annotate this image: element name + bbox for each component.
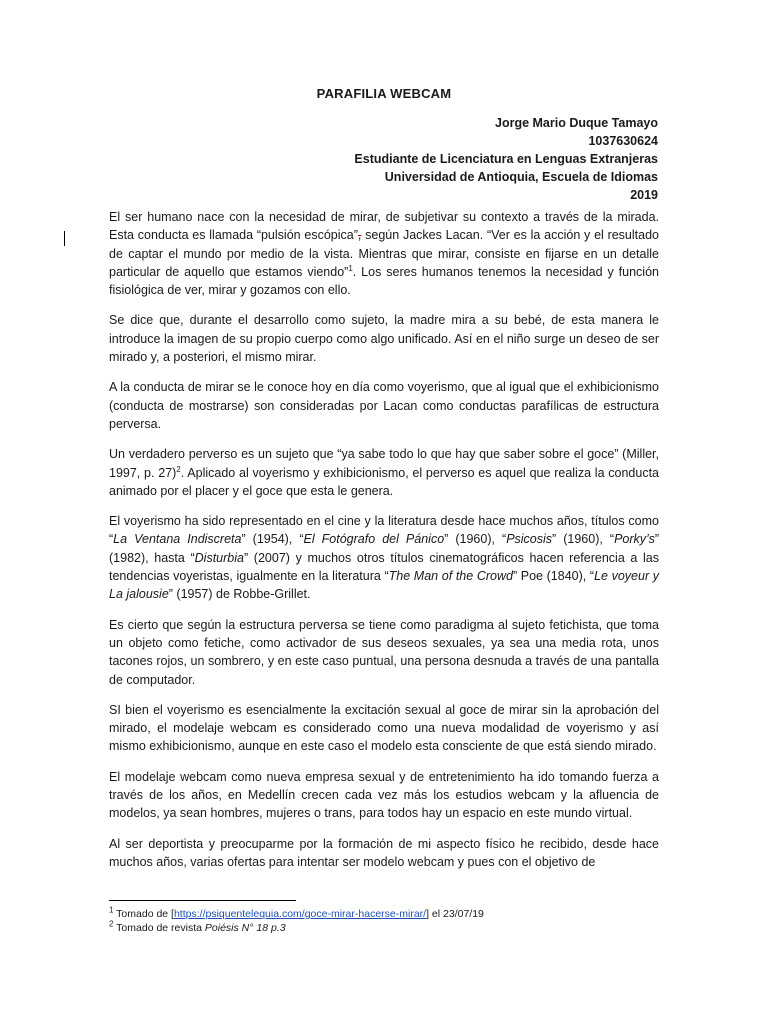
author-institution: Universidad de Antioquia, Escuela de Idiomas xyxy=(384,170,658,184)
p5-seg: ” (1960), “ xyxy=(444,532,507,547)
text-cursor xyxy=(64,231,65,246)
p5-seg: ” Poe (1840), “ xyxy=(512,569,595,584)
footnote-1-number: 1 xyxy=(109,905,114,915)
author-id: 1037630624 xyxy=(588,134,658,148)
film-title: Psicosis xyxy=(506,532,553,547)
paragraph-4-text-a: Un verdadero perverso es un sujeto que “ya sabe todo lo que hay que saber sobre el goce” (Miller, 1997, p. 27) xyxy=(109,447,659,480)
author-program: Estudiante de Licenciatura en Lenguas Extranjeras xyxy=(354,152,658,166)
p5-seg: ” (2007) y muchos otros títulos cinematográficos hacen referencia a las tendencias voyeristas, igualmente en la literatura “ xyxy=(109,550,659,584)
footnote-ref-1[interactable]: 1 xyxy=(348,263,353,273)
footnote-ref-2[interactable]: 2 xyxy=(176,464,181,474)
paragraph-9: Al ser deportista y preocuparme por la formación de mi aspecto físico he recibido, desde hace muchos años, varias ofertas para intentar ser modelo webcam y pues con el objetivo de xyxy=(109,836,659,869)
author-name: Jorge Mario Duque Tamayo xyxy=(495,116,658,130)
paragraph-4-text-b: . Aplicado al voyerismo y exhibicionismo, el perverso es aquel que realiza la conducta animado por el placer y el goce que esta le genera. xyxy=(109,465,660,498)
footnote-2-source: Poiésis N° 18 p.3 xyxy=(204,922,286,934)
footnote-2 xyxy=(109,921,669,935)
paragraph-1-text-a: El ser humano nace con la necesidad de mirar, de subjetivar su contexto a través de la mirada. Esta conducta es llamada “pulsión escópica” xyxy=(109,210,659,243)
p5-seg: ” (1960), “ xyxy=(552,532,615,547)
body-text[interactable] xyxy=(109,208,659,883)
footnote-2-prefix: Tomado de revista xyxy=(113,922,205,934)
author-year: 2019 xyxy=(630,188,658,202)
footnote-2-number: 2 xyxy=(109,919,114,929)
film-title: El Fotógrafo del Pánico xyxy=(303,532,445,547)
footnote-separator xyxy=(109,900,296,901)
tracked-deletion: , xyxy=(357,228,362,243)
paragraph-5 xyxy=(109,512,659,603)
paragraph-7: SI bien el voyerismo es esencialmente la excitación sexual al goce de mirar sin la aprobación del mirado, el modelaje webcam es considerado como una nueva modalidad de voyerismo y así mismo exhibicionismo, aunque en este caso el modelo esta consciente de que está siendo mirado. xyxy=(109,702,659,754)
paragraph-1 xyxy=(109,208,659,299)
paragraph-2: Se dice que, durante el desarrollo como sujeto, la madre mira a su bebé, de esta manera le introduce la imagen de su propio cuerpo como algo unificado. Así en el niño surge un deseo de ser mirado y, a posteriori, el mismo mirar. xyxy=(109,313,659,365)
p5-seg: ” (1982), hasta “ xyxy=(109,532,659,565)
footnote-1 xyxy=(109,907,669,921)
author-block xyxy=(238,114,658,204)
document-title: PARAFILIA WEBCAM xyxy=(316,86,452,101)
paragraph-8: El modelaje webcam como nueva empresa sexual y de entretenimiento ha ido tomando fuerza a través de los años, en Medellín crecen cada vez más los estudios webcam y la afluencia de modelos, ya sean hombres, mujeres o trans, para todos hay un espacio en este mundo virtual. xyxy=(109,769,659,821)
paragraph-1-text-c: . Los seres humanos tenemos la necesidad y función fisiológica de ver, mirar y gozamos con ello. xyxy=(109,264,659,298)
footnotes xyxy=(109,907,669,935)
paragraph-4 xyxy=(109,445,659,500)
footnote-1-suffix: ] el 23/07/19 xyxy=(426,908,484,920)
p5-seg: ” (1954), “ xyxy=(241,532,304,547)
book-title: The Man of the Crowd xyxy=(388,569,513,584)
footnote-1-link[interactable]: https://psiquentelequia.com/goce-mirar-hacerse-mirar/ xyxy=(173,908,427,920)
p5-seg: ” (1957) de Robbe-Grillet. xyxy=(168,587,311,602)
film-title: La Ventana Indiscreta xyxy=(113,532,242,547)
film-title: Disturbia xyxy=(194,550,244,565)
book-title: Le voyeur y La jalousie xyxy=(109,569,660,602)
footnote-1-prefix: Tomado de [ xyxy=(113,908,174,920)
paragraph-3: A la conducta de mirar se le conoce hoy en día como voyerismo, que al igual que el exhibicionismo (conducta de mostrarse) son consideradas por Lacan como conductas parafílicas de estructura perversa. xyxy=(109,380,659,431)
film-title: Porky’s xyxy=(614,532,655,547)
paragraph-6: Es cierto que según la estructura perversa se tiene como paradigma al sujeto fetichista, que toma un objeto como fetiche, como activador de sus deseos sexuales, ya sea una media rota, unos tacones rojos, un sombrero, y en este caso puntual, una persona desnuda a través de una pantalla de computador. xyxy=(109,617,659,687)
p5-seg: El voyerismo ha sido representado en el cine y la literatura desde hace muchos años, títulos como “ xyxy=(109,514,659,547)
paragraph-1-text-b: según Jackes Lacan. “Ver es la acción y el resultado de captar el mundo por medio de la vista. Mientras que mirar, consiste en fijarse en un detalle particular de aquello que estamos viendo” xyxy=(109,228,659,279)
